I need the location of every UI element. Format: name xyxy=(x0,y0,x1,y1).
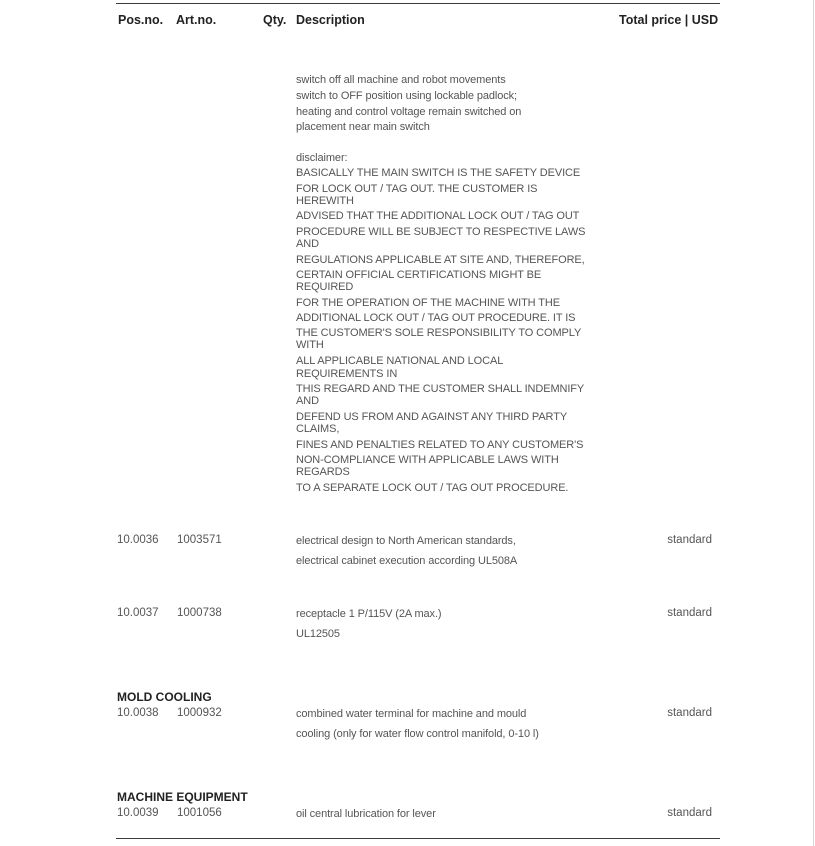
disclaimer-line: CERTAIN OFFICIAL CERTIFICATIONS MIGHT BE xyxy=(296,269,542,281)
disclaimer-line: WITH xyxy=(296,339,324,351)
intro-line: placement near main switch xyxy=(296,121,430,133)
disclaimer-line: AND xyxy=(296,395,319,407)
disclaimer-line: THIS REGARD AND THE CUSTOMER SHALL INDEMNIFY xyxy=(296,383,585,395)
bottom-rule xyxy=(116,838,720,839)
disclaimer-label: disclaimer: xyxy=(296,152,348,164)
header-pos-no: Pos.no. xyxy=(118,13,164,27)
item-pos-no: 10.0037 xyxy=(117,607,159,619)
item-description: combined water terminal for machine and mould xyxy=(296,708,527,720)
disclaimer-line: REGULATIONS APPLICABLE AT SITE AND, THEREFORE, xyxy=(296,254,585,266)
item-description: cooling (only for water flow control manifold, 0-10 l) xyxy=(296,728,539,740)
item-art-no: 1000738 xyxy=(177,607,222,619)
item-description: electrical design to North American standards, xyxy=(296,535,516,547)
disclaimer-line: HEREWITH xyxy=(296,195,354,207)
disclaimer-line: REQUIRED xyxy=(296,281,354,293)
item-description: oil central lubrication for lever xyxy=(296,808,436,820)
disclaimer-line: FINES AND PENALTIES RELATED TO ANY CUSTOMER'S xyxy=(296,439,584,451)
intro-line: heating and control voltage remain switched on xyxy=(296,106,522,118)
top-rule xyxy=(116,3,720,4)
disclaimer-line: REQUIREMENTS IN xyxy=(296,368,398,380)
intro-line: switch to OFF position using lockable padlock; xyxy=(296,90,518,102)
item-pos-no: 10.0036 xyxy=(117,534,159,546)
item-description: receptacle 1 P/115V (2A max.) xyxy=(296,608,442,620)
disclaimer-line: CLAIMS, xyxy=(296,423,340,435)
header-art-no: Art.no. xyxy=(176,13,217,27)
intro-line: switch off all machine and robot movements xyxy=(296,74,506,86)
disclaimer-line: PROCEDURE WILL BE SUBJECT TO RESPECTIVE LAWS xyxy=(296,226,586,238)
item-art-no: 1001056 xyxy=(177,807,222,819)
section-heading: MACHINE EQUIPMENT xyxy=(117,790,248,804)
disclaimer-line: FOR LOCK OUT / TAG OUT. THE CUSTOMER IS xyxy=(296,183,538,195)
item-pos-no: 10.0038 xyxy=(117,707,159,719)
item-art-no: 1003571 xyxy=(177,534,222,546)
disclaimer-line: TO A SEPARATE LOCK OUT / TAG OUT PROCEDURE. xyxy=(296,482,569,494)
disclaimer-line: ADDITIONAL LOCK OUT / TAG OUT PROCEDURE. IT IS xyxy=(296,312,576,324)
item-total-price: standard xyxy=(667,807,712,819)
disclaimer-line: REGARDS xyxy=(296,466,350,478)
disclaimer-line: FOR THE OPERATION OF THE MACHINE WITH THE xyxy=(296,297,560,309)
item-total-price: standard xyxy=(667,534,712,546)
disclaimer-line: AND xyxy=(296,238,319,250)
disclaimer-line: BASICALLY THE MAIN SWITCH IS THE SAFETY DEVICE xyxy=(296,167,581,179)
disclaimer-line: ADVISED THAT THE ADDITIONAL LOCK OUT / TAG OUT xyxy=(296,210,580,222)
disclaimer-line: NON-COMPLIANCE WITH APPLICABLE LAWS WITH xyxy=(296,454,559,466)
item-description: UL12505 xyxy=(296,628,340,640)
disclaimer-line: DEFEND US FROM AND AGAINST ANY THIRD PARTY xyxy=(296,411,568,423)
disclaimer-line: THE CUSTOMER'S SOLE RESPONSIBILITY TO COMPLY xyxy=(296,327,582,339)
disclaimer-line: ALL APPLICABLE NATIONAL AND LOCAL xyxy=(296,355,504,367)
item-description: electrical cabinet execution according UL508A xyxy=(296,555,518,567)
section-heading: MOLD COOLING xyxy=(117,690,212,704)
item-total-price: standard xyxy=(667,707,712,719)
item-art-no: 1000932 xyxy=(177,707,222,719)
header-qty: Qty. xyxy=(263,13,287,27)
item-pos-no: 10.0039 xyxy=(117,807,159,819)
header-description: Description xyxy=(296,13,365,27)
item-total-price: standard xyxy=(667,607,712,619)
header-total-price: Total price | USD xyxy=(619,13,719,27)
page-edge xyxy=(813,0,814,846)
